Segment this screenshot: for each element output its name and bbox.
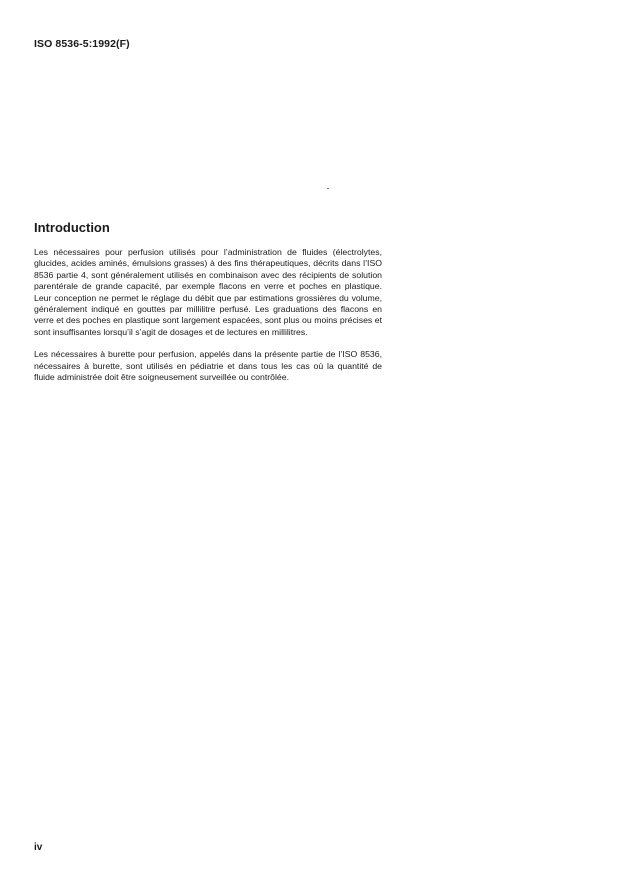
scan-speck (327, 188, 329, 189)
page-number: iv (34, 842, 43, 853)
introduction-paragraph-2: Les nécessaires à burette pour perfusion, appelés dans la présente partie de l’ISO 8536, nécessaires à burette, sont utilisés en pédiatrie et dans tous les cas où la quantité de fluide administrée doit être soigneusement surveillée ou contrôlée. (34, 349, 382, 383)
introduction-paragraph-1: Les nécessaires pour perfusion utilisés pour l’administration de fluides (électrolytes, glucides, acides aminés, émulsions grasses) à des fins thérapeutiques, décrits dans l’ISO 8536 partie 4, sont généralement utilisés en combinaison avec des récipients de solution parentérale de grande capacité, par exemple flacons en verre et poches en plastique. Leur conception ne permet le réglage du débit que par estimations grossières du volume, généralement indiqué en gouttes par millilitre perfusé. Les graduations des flacons en verre et des poches en plastique sont largement espacées, sont plus ou moins précises et sont insuffisantes lorsqu’il s’agit de dosages et de lectures en millilitres. (34, 247, 382, 337)
introduction-body (34, 247, 382, 383)
document-header: ISO 8536-5:1992(F) (34, 38, 130, 50)
section-title: Introduction (34, 220, 110, 235)
